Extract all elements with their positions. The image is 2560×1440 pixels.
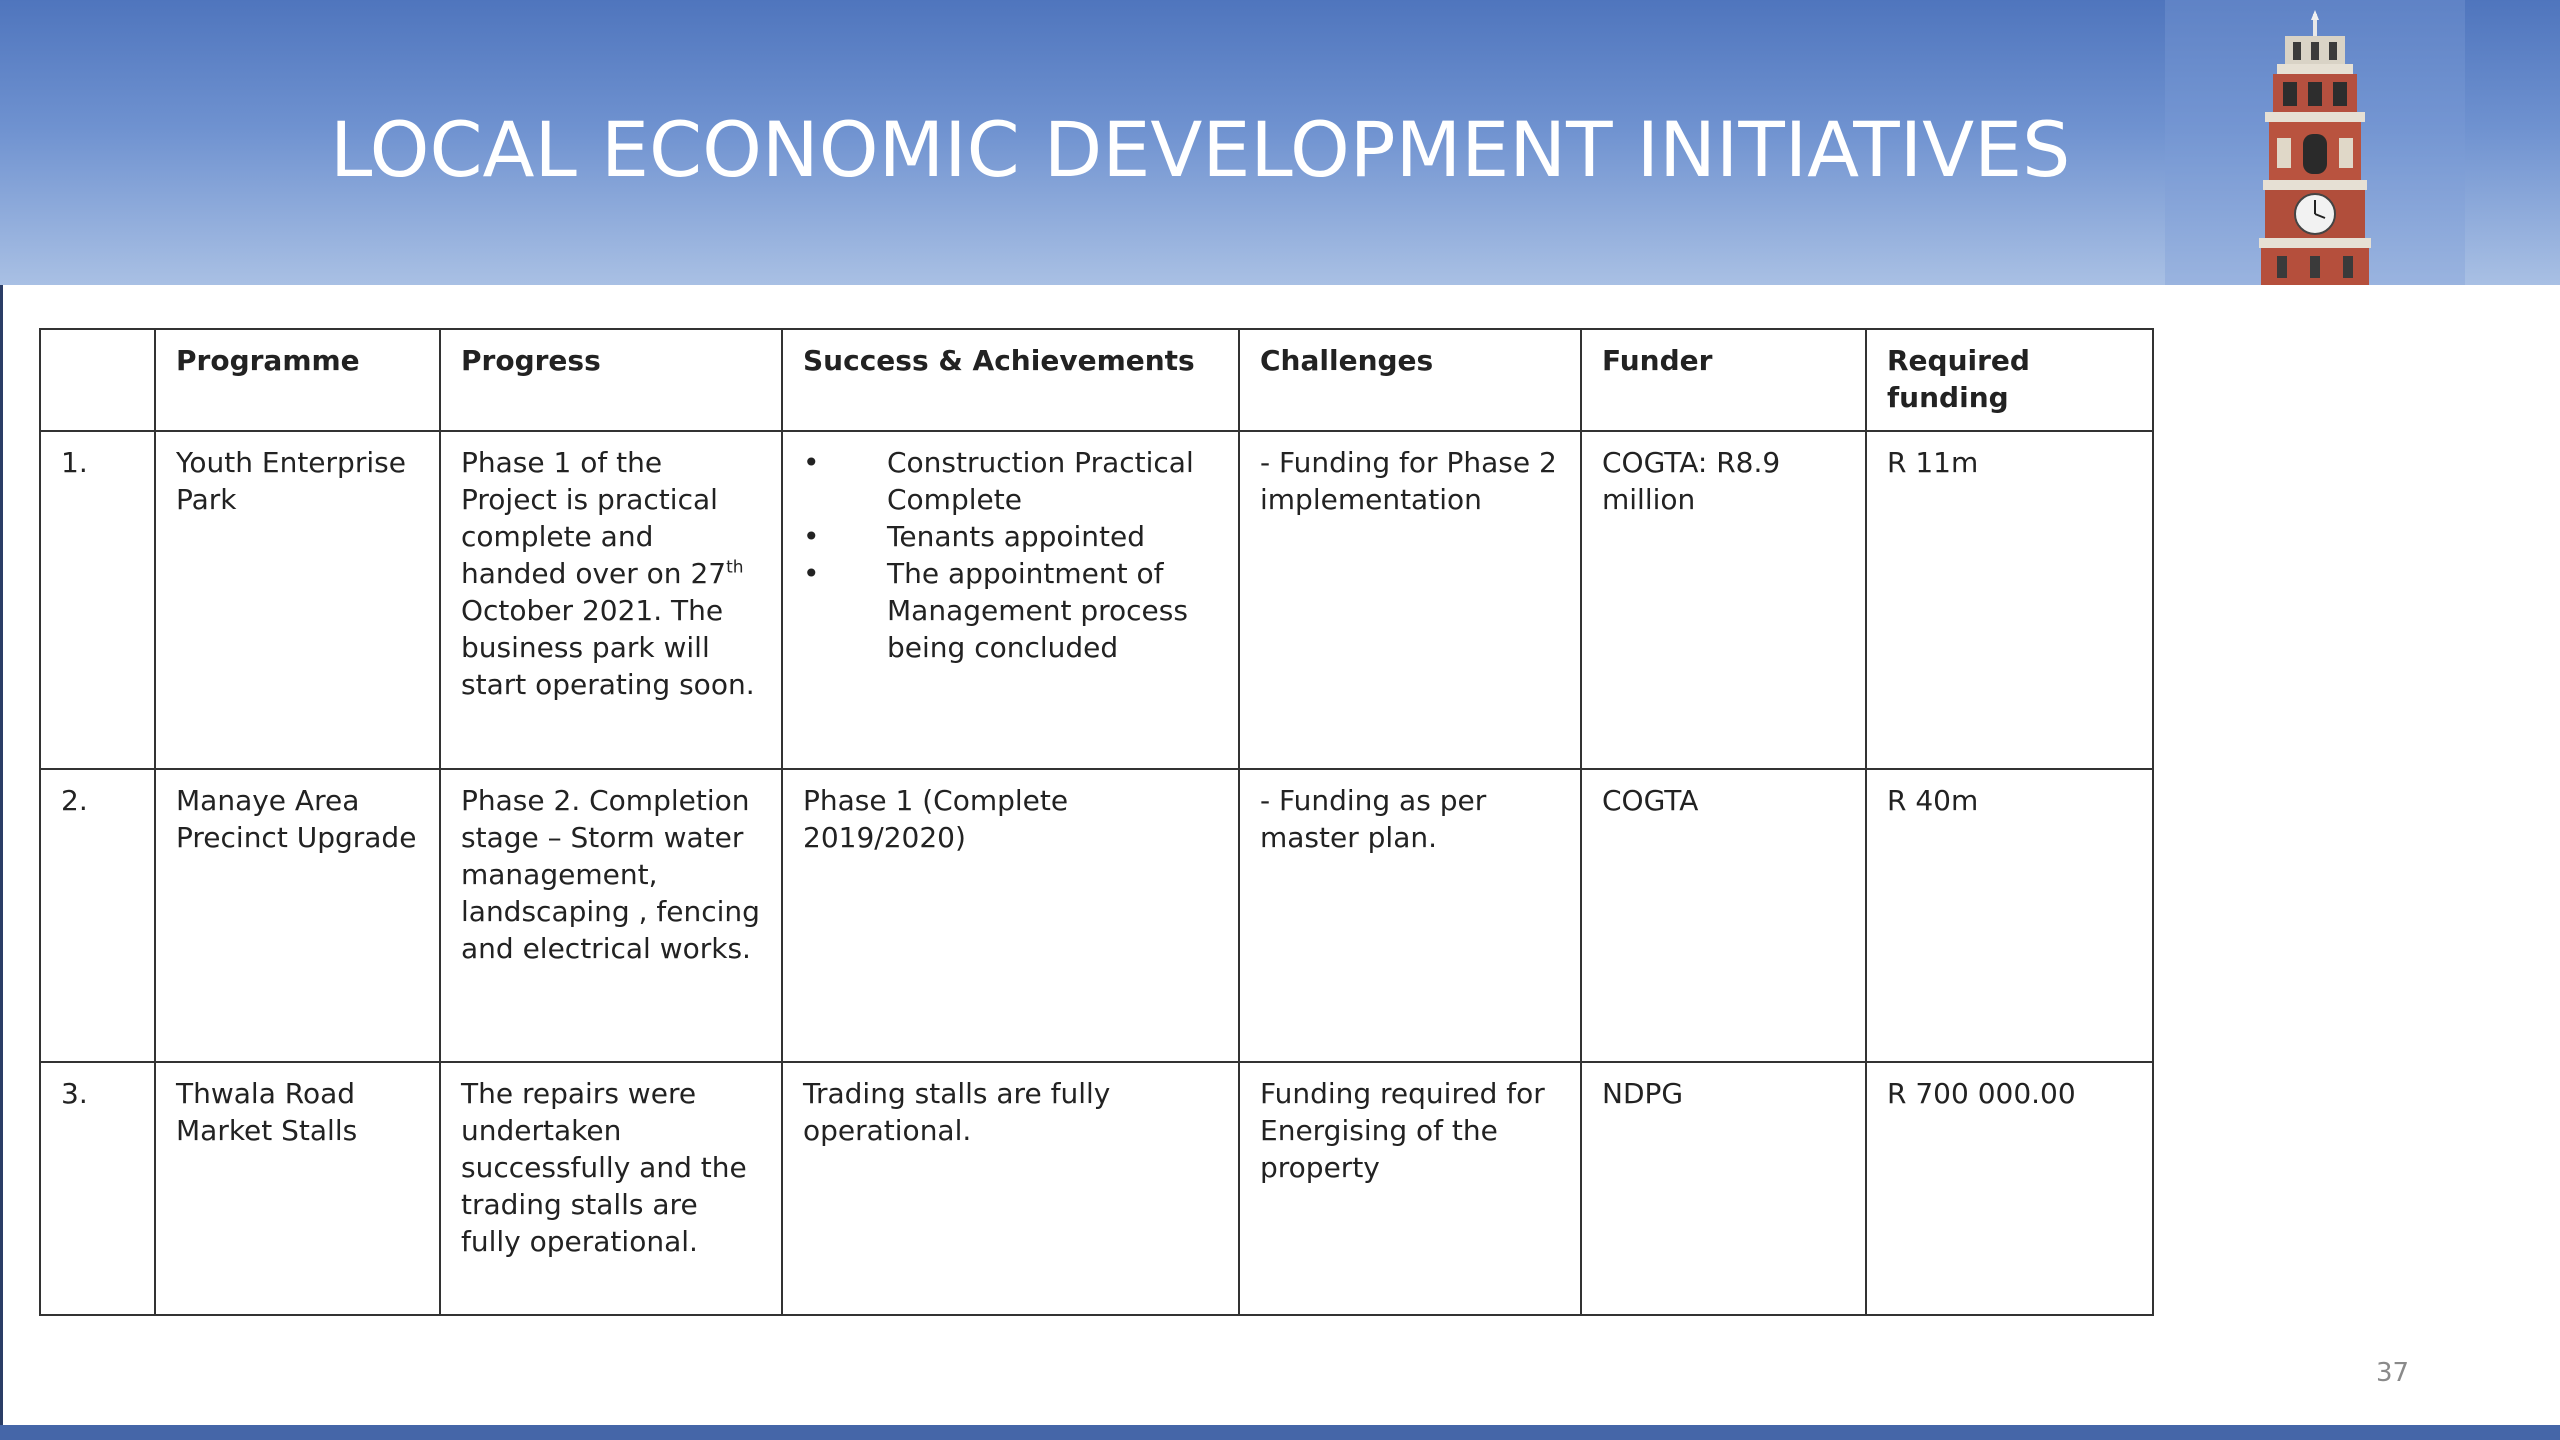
header-number [40, 329, 155, 431]
row-number: 2. [40, 769, 155, 1062]
list-item [803, 444, 1218, 518]
required-funding-cell: R 11m [1866, 431, 2153, 769]
funder-cell: COGTA [1581, 769, 1866, 1062]
success-cell: Phase 1 (Complete 2019/2020) [782, 769, 1239, 1062]
challenges-cell: - Funding for Phase 2 implementation [1239, 431, 1581, 769]
header-funder: Funder [1581, 329, 1866, 431]
funder-cell: NDPG [1581, 1062, 1866, 1315]
progress-text-cont: October 2021. The business park will start operating soon. [461, 594, 755, 701]
challenges-cell: - Funding as per master plan. [1239, 769, 1581, 1062]
progress-cell: Phase 2. Completion stage – Storm water management, landscaping , fencing and electrical works. [440, 769, 782, 1062]
page-number: 37 [2376, 1358, 2410, 1388]
required-funding-cell: R 700 000.00 [1866, 1062, 2153, 1315]
table-row [40, 1062, 2153, 1315]
list-item-text: Construction Practical Complete [887, 446, 1194, 516]
funder-cell: COGTA: R8.9 million [1581, 431, 1866, 769]
header-success: Success & Achievements [782, 329, 1239, 431]
list-item [803, 518, 1218, 555]
progress-text: Phase 1 of the Project is practical complete and handed over on 27 [461, 446, 727, 590]
list-item-text: Tenants appointed [887, 520, 1146, 553]
bullet-icon: • [803, 446, 820, 479]
header-challenges: Challenges [1239, 329, 1581, 431]
header-programme: Programme [155, 329, 440, 431]
programme-cell: Thwala Road Market Stalls [155, 1062, 440, 1315]
programme-cell: Manaye Area Precinct Upgrade [155, 769, 440, 1062]
required-funding-cell: R 40m [1866, 769, 2153, 1062]
initiatives-table [39, 328, 2154, 1316]
row-number: 3. [40, 1062, 155, 1315]
progress-ordinal: th [726, 557, 744, 578]
slide-title: LOCAL ECONOMIC DEVELOPMENT INITIATIVES [330, 105, 2071, 194]
table-row [40, 431, 2153, 769]
challenges-cell: Funding required for Energising of the property [1239, 1062, 1581, 1315]
list-item-text: The appointment of Management process being concluded [887, 557, 1188, 664]
table-header-row [40, 329, 2153, 431]
slide-left-border [0, 285, 3, 1425]
bullet-icon: • [803, 557, 820, 590]
slide-footer-bar [0, 1425, 2560, 1440]
table-row [40, 769, 2153, 1062]
slide-header [0, 0, 2560, 285]
success-list [803, 444, 1218, 666]
bullet-icon: • [803, 520, 820, 553]
programme-cell: Youth Enterprise Park [155, 431, 440, 769]
list-item [803, 555, 1218, 666]
clock-tower-image [2165, 0, 2465, 285]
success-cell: Trading stalls are fully operational. [782, 1062, 1239, 1315]
header-required-funding: Required funding [1866, 329, 2153, 431]
progress-cell: The repairs were undertaken successfully and the trading stalls are fully operational. [440, 1062, 782, 1315]
row-number: 1. [40, 431, 155, 769]
success-cell [782, 431, 1239, 769]
header-progress: Progress [440, 329, 782, 431]
progress-cell [440, 431, 782, 769]
